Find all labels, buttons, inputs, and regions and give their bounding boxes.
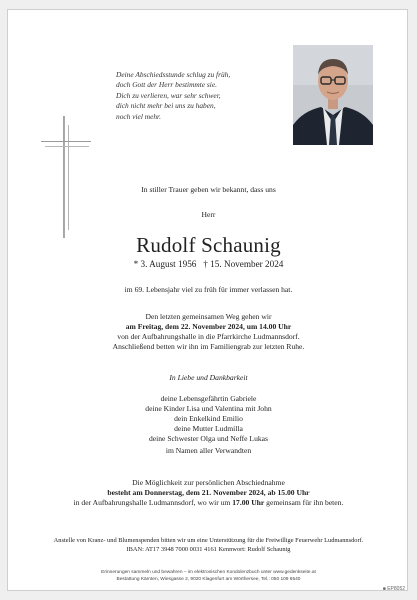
mourner-line: deine Kinder Lisa und Valentina mit John — [145, 404, 272, 413]
footer-condolence: Erinnerungen sammeln und bewahren – im elektronischen Kondolenzbuch unter www.gedenkseite.at — [101, 570, 316, 575]
funeral-intro: Den letzten gemeinsamen Weg gehen wir — [145, 312, 272, 321]
funeral-burial: Anschließend betten wir ihn im Familiengrab zur letzten Ruhe. — [112, 342, 305, 351]
farewell-prayer-time: 17.00 Uhr — [232, 498, 265, 507]
farewell-date: besteht am Donnerstag, dem 21. November 2024, ab 15.00 Uhr — [107, 488, 310, 497]
farewell-location — [0, 498, 417, 508]
mourner-line: im Namen aller Verwandten — [165, 446, 252, 455]
donation-request: Anstelle von Kranz- und Blumenspenden bitten wir um eine Unterstützung für die Freiwillige Feuerwehr Ludmannsdorf. — [53, 537, 364, 544]
poem-line: doch Gott der Herr bestimmte sie. — [116, 80, 217, 90]
farewell-intro: Die Möglichkeit zur persönlichen Abschiednahme — [132, 478, 285, 487]
salutation: Herr — [201, 210, 216, 219]
poem-line: Dich zu verlieren, war sehr schwer, — [116, 90, 221, 100]
life-dates: * 3. August 1956 † 15. November 2024 — [133, 259, 284, 269]
mourner-line: deine Lebensgefährtin Gabriele — [160, 394, 257, 403]
footer-address: Bestattung Kärnten, Wiesgasse 2, 9020 Klagenfurt am Wörthersee, Tel.: 050 109 6540 — [116, 577, 301, 582]
poem — [116, 70, 286, 122]
farewell-location-end: gemeinsam für ihn beten. — [264, 498, 344, 507]
portrait-photo — [293, 45, 373, 145]
deceased-name: Rudolf Schaunig — [136, 233, 281, 257]
poem-line: dich nicht mehr bei uns zu haben, — [116, 101, 216, 111]
mourner-line: dein Enkelkind Emilio — [174, 414, 243, 423]
funeral-location: von der Aufbahrungshalle in die Pfarrkirche Ludmannsdorf. — [117, 332, 300, 341]
funeral-date: am Freitag, dem 22. November 2024, um 14.00 Uhr — [125, 322, 292, 331]
mourner-line: deine Schwester Olga und Neffe Lukas — [148, 434, 268, 443]
mourner-line: deine Mutter Ludmilla — [174, 424, 243, 433]
portrait-illustration — [293, 45, 373, 145]
cross-horizontal-bar — [41, 141, 91, 142]
gratitude-line: In Liebe und Dankbarkeit — [169, 373, 248, 382]
cross-horizontal-line — [45, 146, 89, 147]
poem-line: noch viel mehr. — [116, 111, 161, 121]
donation-iban: IBAN: AT17 3948 7000 0031 4161 Kennwort: Rudolf Schaunig — [126, 546, 291, 553]
poem-line: Deine Abschiedsstunde schlug zu früh, — [116, 70, 231, 79]
announcement: In stiller Trauer geben wir bekannt, dass uns — [141, 185, 276, 194]
farewell-location-text: in der Aufbahrungshalle Ludmannsdorf, wo wir um — [73, 498, 233, 507]
age-line: im 69. Lebensjahr viel zu früh für immer verlassen hat. — [124, 285, 293, 294]
print-code: ■ EP8052 — [382, 586, 405, 592]
